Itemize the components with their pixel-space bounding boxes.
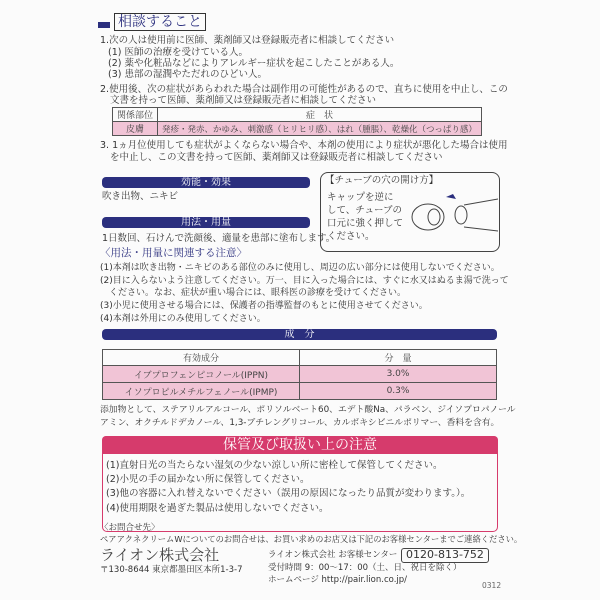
ingredients-table bbox=[102, 349, 497, 400]
tube-line-1: キャップを逆に bbox=[327, 192, 394, 203]
business-hours: 受付時間 9：00～17：00（土、日、祝日を除く） bbox=[268, 563, 462, 573]
usage-text: 1日数回、石けんで洗顔後、適量を患部に塗布します。 bbox=[102, 233, 336, 244]
tube-illustration-icon bbox=[406, 187, 498, 237]
usage-note-1: (1)本剤は吹き出物・ニキビのある部位のみに使用し、周辺の広い部分には使用しないでください。 bbox=[100, 263, 500, 273]
company-name: ライオン株式会社 bbox=[100, 546, 220, 564]
usage-note-3: (3)小児に使用させる場合には、保護者の指導監督のもとに使用させてください。 bbox=[100, 301, 428, 311]
consult-item-1: 1.次の人は使用前に医師、薬剤師又は登録販売者に相談してください bbox=[100, 35, 395, 46]
symptom-table bbox=[112, 107, 482, 136]
customer-center: ライオン株式会社 お客様センター bbox=[268, 550, 398, 560]
storage-item-4: (4)使用期限を過ぎた製品は使用しないでください。 bbox=[106, 503, 329, 514]
symptom-text: 発疹・発赤、かゆみ、刺激感（ヒリヒリ感）、はれ（腫脹）、乾燥化（つっぱり感） bbox=[158, 122, 482, 136]
ingredient-name: イソプロピルメチルフェノール(IPMP) bbox=[103, 383, 300, 400]
usage-note-2: (2)目に入らないよう注意してください。万一、目に入った場合には、すぐに水又はぬるま湯で洗って bbox=[100, 276, 509, 286]
tube-line-2: して、チューブの bbox=[327, 205, 403, 216]
symptom-header-symptom: 症 状 bbox=[158, 108, 482, 122]
consult-item-2: 2.使用後、次の症状があらわれた場合は副作用の可能性があるので、直ちに使用を中止し、この bbox=[100, 84, 508, 95]
storage-item-2: (2)小児の手の届かない所に保管してください。 bbox=[106, 474, 310, 485]
usage-note-2-cont: ください。なお、症状が重い場合には、眼科医の診療を受けてください。 bbox=[100, 288, 407, 298]
consult-icon bbox=[98, 16, 110, 28]
usage-notes-title: 〈用法・用量に関連する注意〉 bbox=[100, 247, 247, 259]
contact-title: 〈お問合せ先〉 bbox=[100, 523, 160, 533]
additives-line-2: アミン、オクチルドデカノール、1,3-ブチレングリコール、カルボキシビニルポリマー、香料を含有。 bbox=[100, 418, 500, 428]
consult-item-3: 3. 1ヵ月位使用しても症状がよくならない場合や、本剤の使用により症状が悪化した場合は使用 bbox=[100, 140, 508, 151]
additives-line-1: 添加物として、ステアリルアルコール、ポリソルベート60、エデト酸Na、パラベン、ジイソプロパノール bbox=[100, 405, 516, 415]
tube-title: 【チューブの穴の開け方】 bbox=[325, 175, 439, 186]
consult-title: 相談すること bbox=[114, 13, 206, 31]
ingredient-name: イブプロフェンピコノール(IPPN) bbox=[103, 366, 300, 383]
consult-sub-2: (2) 薬や化粧品などによりアレルギー症状を起こしたことがある人。 bbox=[108, 58, 400, 69]
symptom-header-part: 関係部位 bbox=[113, 108, 158, 122]
storage-title: 保管及び取扱い上の注意 bbox=[102, 436, 498, 454]
ingredients-header-name: 有効成分 bbox=[103, 350, 300, 366]
consult-sub-3: (3) 患部の湿潤やただれのひどい人。 bbox=[108, 69, 267, 80]
storage-item-1: (1)直射日光の当たらない湿気の少ない涼しい所に密栓して保管してください。 bbox=[106, 460, 443, 471]
company-address: 〒130-8644 東京都墨田区本所1-3-7 bbox=[100, 565, 243, 575]
ingredients-title: 成 分 bbox=[102, 329, 497, 340]
usage-note-4: (4)本剤は外用にのみ使用してください。 bbox=[100, 314, 266, 324]
tube-line-4: ください。 bbox=[327, 231, 375, 242]
consult-item-2-cont: 文書を持って医師、薬剤師又は登録販売者に相談してください bbox=[110, 95, 377, 106]
consult-sub-1: (1) 医師の治療を受けている人。 bbox=[108, 47, 248, 58]
tube-box bbox=[320, 172, 500, 252]
ingredients-header-amount: 分 量 bbox=[300, 350, 497, 366]
symptom-part: 皮膚 bbox=[113, 122, 158, 136]
homepage-link[interactable]: ホームページ http://pair.lion.co.jp/ bbox=[268, 575, 408, 585]
consult-item-3-cont: を中止し、この文書を持って医師、薬剤師又は登録販売者に相談してください bbox=[110, 152, 443, 163]
ingredient-amount: 3.0% bbox=[300, 366, 497, 383]
phone-number: 0120-813-752 bbox=[401, 548, 489, 563]
document-code: 0312 bbox=[482, 581, 502, 590]
contact-text: ペアアクネクリームWについてのお問合せは、お買い求めのお店又は下記のお客様センターまでご連絡ください。 bbox=[100, 534, 523, 544]
ingredient-amount: 0.3% bbox=[300, 383, 497, 400]
tube-line-3: 口元に強く押して bbox=[327, 218, 404, 229]
efficacy-title: 効能・効果 bbox=[102, 177, 310, 188]
usage-title: 用法・用量 bbox=[102, 217, 310, 228]
efficacy-text: 吹き出物、ニキビ bbox=[102, 191, 179, 202]
storage-item-3: (3)他の容器に入れ替えないでください（誤用の原因になったり品質が変わります。）。 bbox=[106, 488, 471, 499]
